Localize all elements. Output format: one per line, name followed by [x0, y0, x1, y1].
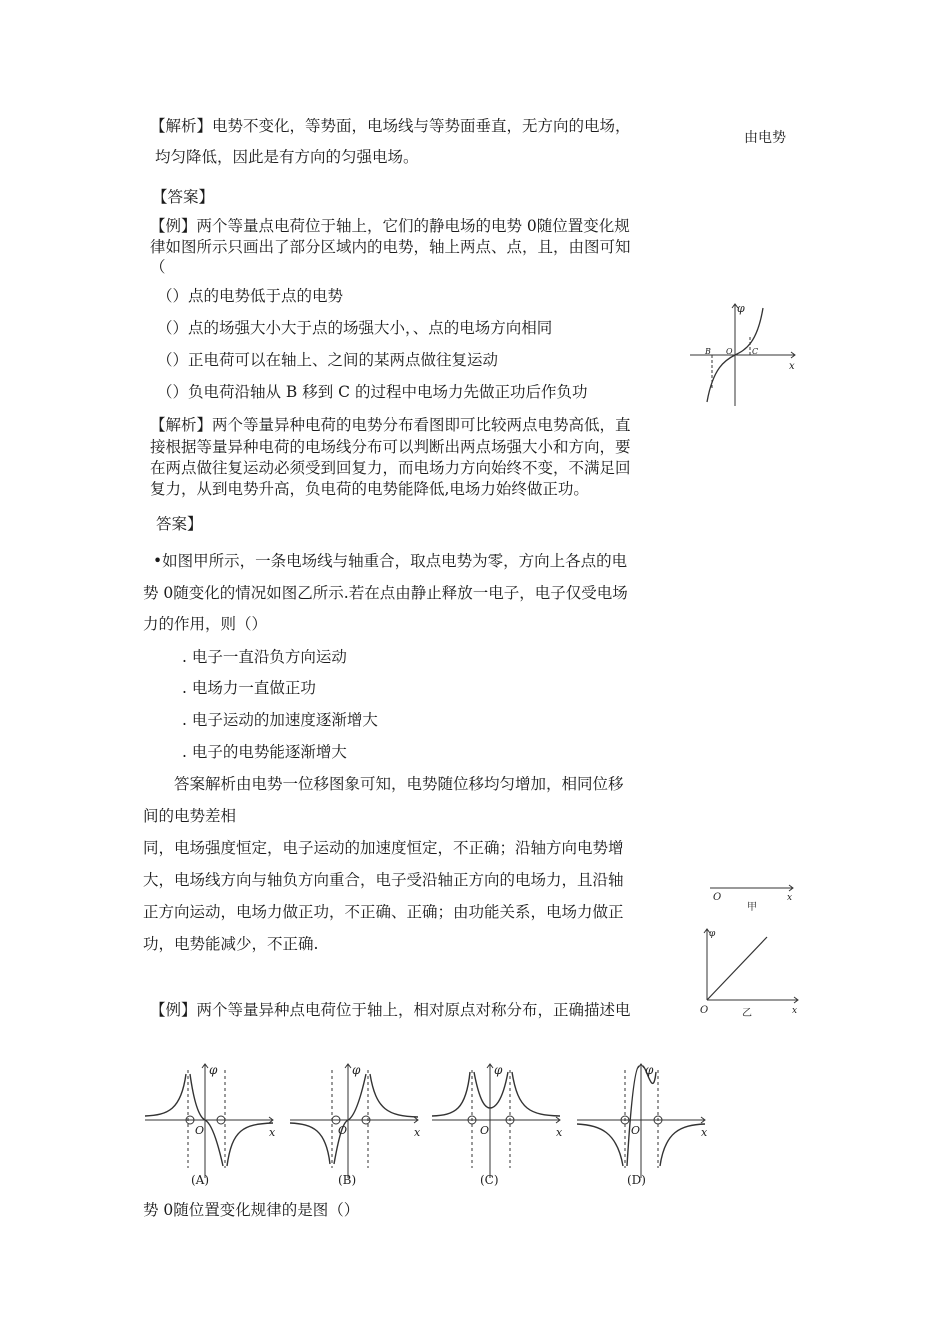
question-3-analysis-2: 间的电势差相	[143, 807, 237, 825]
option-b-o: O	[338, 1124, 348, 1137]
analysis-1-line-1: 【解析】电势不变化，等势面，电场线与等势面垂直，无方向的电场，	[150, 117, 631, 135]
option-d-phi: φ	[645, 1063, 654, 1077]
figure-jia	[705, 880, 805, 915]
x-label: x	[789, 361, 795, 372]
question-3-analysis-6: 功，电势能减少，不正确.	[143, 935, 319, 953]
answer-2-label: 答案】	[156, 515, 203, 533]
example-1-option-3: （）正电荷可以在轴上、之间的某两点做往复运动	[157, 351, 499, 369]
question-3-line-1: •如图甲所示，一条电场线与轴重合，取点电势为零，方向上各点的电	[153, 552, 628, 570]
side-text: 由电势	[744, 130, 786, 146]
yi-caption: 乙	[742, 1008, 752, 1019]
b-label: B	[705, 347, 711, 356]
option-a-o: O	[195, 1124, 205, 1137]
analysis-2-line-2: 接根据等量异种电荷的电场线分布可以判断出两点场强大小和方向，要	[150, 438, 631, 456]
option-d-o: O	[631, 1124, 641, 1137]
example-1-line-1: 【例】两个等量点电荷位于轴上，它们的静电场的电势 0随位置变化规	[150, 217, 630, 235]
example-1-line-2: 律如图所示只画出了部分区域内的电势，轴上两点、点，且，由图可知	[150, 238, 631, 256]
option-a-x: x	[269, 1126, 276, 1139]
option-c-graph	[430, 1060, 570, 1190]
option-c-x: x	[556, 1126, 563, 1139]
yi-o-label: O	[700, 1005, 709, 1016]
figure-yi	[700, 925, 805, 1020]
yi-x-label: x	[792, 1006, 798, 1016]
option-d-graph	[575, 1060, 715, 1190]
potential-graph-figure	[685, 298, 805, 408]
analysis-1-line-2: 均匀降低，因此是有方向的匀强电场。	[155, 148, 419, 166]
option-d-label: (D)	[627, 1173, 646, 1187]
analysis-2-line-3: 在两点做往复运动必须受到回复力，而电场力方向始终不变，不满足回	[150, 459, 631, 477]
option-b-graph	[288, 1060, 428, 1190]
question-3-option-4: . 电子的电势能逐渐增大	[182, 743, 347, 761]
phi-label: φ	[737, 302, 745, 315]
question-3-line-3: 力的作用，则（）	[143, 615, 268, 633]
c-label: C	[752, 347, 759, 356]
example-1-option-4: （）负电荷沿轴从 B 移到 C 的过程中电场力先做正功后作负功	[157, 383, 588, 401]
analysis-2-line-1: 【解析】两个等量异种电荷的电势分布看图即可比较两点电势高低，直	[150, 416, 631, 434]
option-b-phi: φ	[352, 1063, 361, 1077]
yi-potential-line	[707, 937, 767, 1000]
example-1-line-3: （	[150, 258, 166, 276]
example-1-option-1: （）点的电势低于点的电势	[157, 287, 344, 305]
option-a-graph	[143, 1060, 283, 1190]
jia-x-label: x	[787, 893, 793, 903]
question-3-analysis-1: 答案解析由电势一位移图象可知，电势随位移均匀增加，相同位移	[174, 775, 624, 793]
option-c-o: O	[480, 1124, 490, 1137]
analysis-2-line-4: 复力，从到电势升高，负电荷的电势能降低,电场力始终做正功。	[150, 480, 589, 498]
option-b-label: (B)	[338, 1173, 357, 1187]
example-1-option-2: （）点的场强大小大于点的场强大小，、点的电场方向相同	[157, 319, 553, 337]
example-4-line-2: 势 0随位置变化规律的是图（）	[143, 1201, 360, 1219]
option-c-phi: φ	[494, 1063, 503, 1077]
option-d-x: x	[701, 1126, 708, 1139]
jia-o-label: O	[713, 892, 722, 903]
jia-caption: 甲	[747, 902, 757, 913]
option-c-label: (C)	[480, 1173, 499, 1187]
question-3-analysis-5: 正方向运动，电场力做正功，不正确、正确；由功能关系，电场力做正	[143, 903, 624, 921]
yi-phi-label: φ	[709, 929, 716, 939]
option-a-label: (A)	[191, 1173, 210, 1187]
question-3-option-3: . 电子运动的加速度逐渐增大	[182, 711, 378, 729]
question-3-line-2: 势 0随变化的情况如图乙所示.若在点由静止释放一电子，电子仅受电场	[143, 584, 628, 602]
question-3-analysis-4: 大，电场线方向与轴负方向重合，电子受沿轴正方向的电场力，且沿轴	[143, 871, 624, 889]
question-3-option-1: . 电子一直沿负方向运动	[182, 648, 347, 666]
example-4-line-1: 【例】两个等量异种点电荷位于轴上，相对原点对称分布，正确描述电	[150, 1001, 631, 1019]
answer-1-label: 【答案】	[152, 188, 215, 206]
option-a-phi: φ	[209, 1063, 218, 1077]
question-3-analysis-3: 同，电场强度恒定，电子运动的加速度恒定，不正确；沿轴方向电势增	[143, 839, 624, 857]
option-b-x: x	[414, 1126, 421, 1139]
o-label: O	[726, 347, 733, 356]
question-3-option-2: . 电场力一直做正功	[182, 679, 316, 697]
